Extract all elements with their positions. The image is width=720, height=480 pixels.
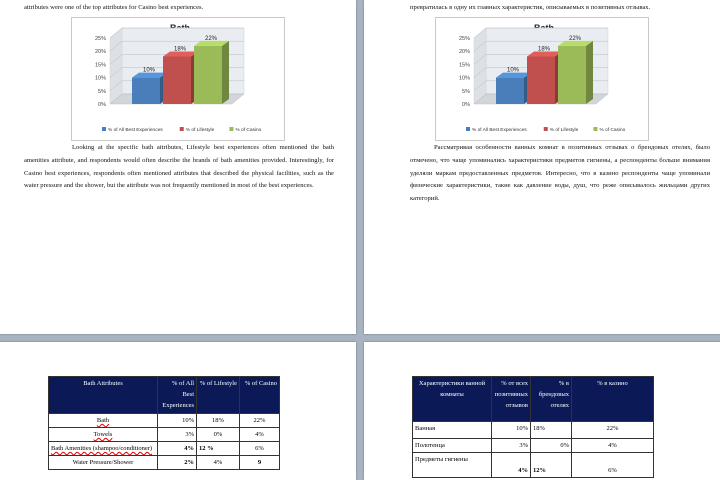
cell: 18% bbox=[531, 422, 572, 439]
bar-data-label: 18% bbox=[537, 46, 551, 53]
document-page-4 bbox=[364, 342, 720, 480]
page2-paragraph: Рассматривая особенности ванных комнат в позитивных отзывах о брендовых отелях, было отмечено, что чаще упоминались характеристики предметов гигиены, а респонденты больше внимания уделяли маркам предоставленных предметов. Интересно, что в казино респонденты чаще упоминали физические характеристики, такие как давление воды, душ, что реже описывалось жильцами других категорий. bbox=[410, 144, 710, 203]
bar bbox=[194, 46, 222, 104]
bar bbox=[163, 56, 191, 104]
legend-entry: % of Casino bbox=[599, 128, 626, 133]
cell: 9 bbox=[240, 456, 280, 470]
table-header-row bbox=[413, 377, 654, 422]
table-row bbox=[49, 442, 280, 456]
chart-side-wall bbox=[110, 28, 122, 104]
legend-entry: % of Lifestyle bbox=[185, 128, 215, 133]
bar bbox=[558, 46, 586, 104]
cell: 18% bbox=[197, 414, 240, 428]
cell: 3% bbox=[158, 428, 197, 442]
y-tick-label: 15% bbox=[458, 62, 470, 69]
cell: Bath bbox=[96, 417, 110, 424]
page1-paragraph: Looking at the specific bath attributes, Lifestyle best experiences often mentioned the bath amenities attribute, and respondents would often describe the brands of bath amenities provided. Interestingly, for Casino best experiences, respondents often mentioned attributes that described the physical facilities, such as the water pressure and the shower, but the attribute was not frequently mentioned in most of the best experiences. bbox=[24, 144, 334, 190]
header-cell: % of Lifestyle bbox=[197, 377, 240, 414]
legend-entry: % of Lifestyle bbox=[549, 128, 579, 133]
bath-attributes-table-ru bbox=[412, 376, 654, 478]
table-header-row bbox=[49, 377, 280, 414]
cell: Bath Amenities (shampoo/conditioner) bbox=[51, 445, 153, 452]
header-cell: % в казино bbox=[572, 377, 654, 422]
bar-side bbox=[586, 41, 593, 104]
table-row bbox=[413, 422, 654, 439]
cell: 4% bbox=[197, 456, 240, 470]
cell: 12 % bbox=[197, 442, 240, 456]
chart-side-wall bbox=[474, 28, 486, 104]
table-row bbox=[49, 456, 280, 470]
y-tick-label: 10% bbox=[94, 75, 106, 82]
y-tick-label: 20% bbox=[458, 49, 470, 56]
header-cell: % от всех позитивных отзывов bbox=[492, 377, 531, 422]
cell: 3% bbox=[492, 439, 531, 453]
y-tick-label: 10% bbox=[458, 75, 470, 82]
legend-swatch bbox=[229, 127, 233, 131]
legend-entry: % of Casino bbox=[235, 128, 262, 133]
header-cell: % of Casino bbox=[240, 377, 280, 414]
document-page-3 bbox=[0, 342, 356, 480]
legend-swatch bbox=[466, 127, 470, 131]
bar bbox=[496, 78, 524, 104]
header-cell: % of All Best Experiences bbox=[158, 377, 197, 414]
y-tick-label: 5% bbox=[98, 88, 106, 95]
cell: 4% bbox=[492, 453, 531, 478]
cell: Предметы гигиены bbox=[413, 453, 492, 478]
y-tick-label: 5% bbox=[462, 88, 470, 95]
y-tick-label: 25% bbox=[94, 36, 106, 42]
cell: 4% bbox=[240, 428, 280, 442]
cell: 2% bbox=[158, 456, 197, 470]
page1-top-line: attributes were one of the top attributes for Casino best experiences. bbox=[24, 4, 204, 11]
cell: 10% bbox=[492, 422, 531, 439]
y-tick-label: 25% bbox=[458, 36, 470, 42]
bar-data-label: 22% bbox=[204, 35, 218, 42]
y-tick-label: 15% bbox=[94, 62, 106, 69]
cell: Ванная bbox=[413, 422, 492, 439]
page2-top-line: превратилась в одну их главных характеристик, описываемых в позитивных отзывах. bbox=[410, 4, 651, 11]
header-cell: Bath Attributes bbox=[49, 377, 158, 414]
cell: 22% bbox=[240, 414, 280, 428]
legend-swatch bbox=[544, 127, 548, 131]
cell: 4% bbox=[572, 439, 654, 453]
cell: Полотенца bbox=[413, 439, 492, 453]
bath-attributes-table-en bbox=[48, 376, 280, 470]
document-page-1 bbox=[0, 0, 356, 334]
document-page-2 bbox=[364, 0, 720, 334]
legend-swatch bbox=[593, 127, 597, 131]
cell: Towels bbox=[93, 431, 113, 438]
header-cell: Характеристики ванной комнаты bbox=[413, 377, 492, 422]
cell: 22% bbox=[572, 422, 654, 439]
bar bbox=[132, 78, 160, 104]
cell: Water Pressure/Shower bbox=[49, 456, 158, 470]
cell: 0% bbox=[197, 428, 240, 442]
cell: 12% bbox=[531, 453, 572, 478]
cell: 10% bbox=[158, 414, 197, 428]
bar bbox=[527, 56, 555, 104]
cell: 6% bbox=[572, 453, 654, 478]
bar-data-label: 22% bbox=[568, 35, 582, 42]
legend-entry: % of All Best Experiences bbox=[472, 128, 527, 133]
legend-swatch bbox=[102, 127, 106, 131]
table-row bbox=[413, 439, 654, 453]
bath-chart-ru bbox=[435, 17, 649, 141]
cell: 0% bbox=[531, 439, 572, 453]
legend-swatch bbox=[180, 127, 184, 131]
header-cell: % в брендовых отелях bbox=[531, 377, 572, 422]
table-row bbox=[413, 453, 654, 478]
bar-side bbox=[222, 41, 229, 104]
cell: 6% bbox=[240, 442, 280, 456]
bar-data-label: 18% bbox=[173, 46, 187, 53]
y-tick-label: 0% bbox=[462, 102, 470, 108]
bar-data-label: 10% bbox=[506, 67, 520, 74]
legend-entry: % of All Best Experiences bbox=[108, 128, 163, 133]
bath-chart-en bbox=[71, 17, 285, 141]
bar-data-label: 10% bbox=[142, 67, 156, 74]
cell: 4% bbox=[158, 442, 197, 456]
y-tick-label: 20% bbox=[94, 49, 106, 56]
table-row bbox=[49, 414, 280, 428]
table-row bbox=[49, 428, 280, 442]
y-tick-label: 0% bbox=[98, 102, 106, 108]
